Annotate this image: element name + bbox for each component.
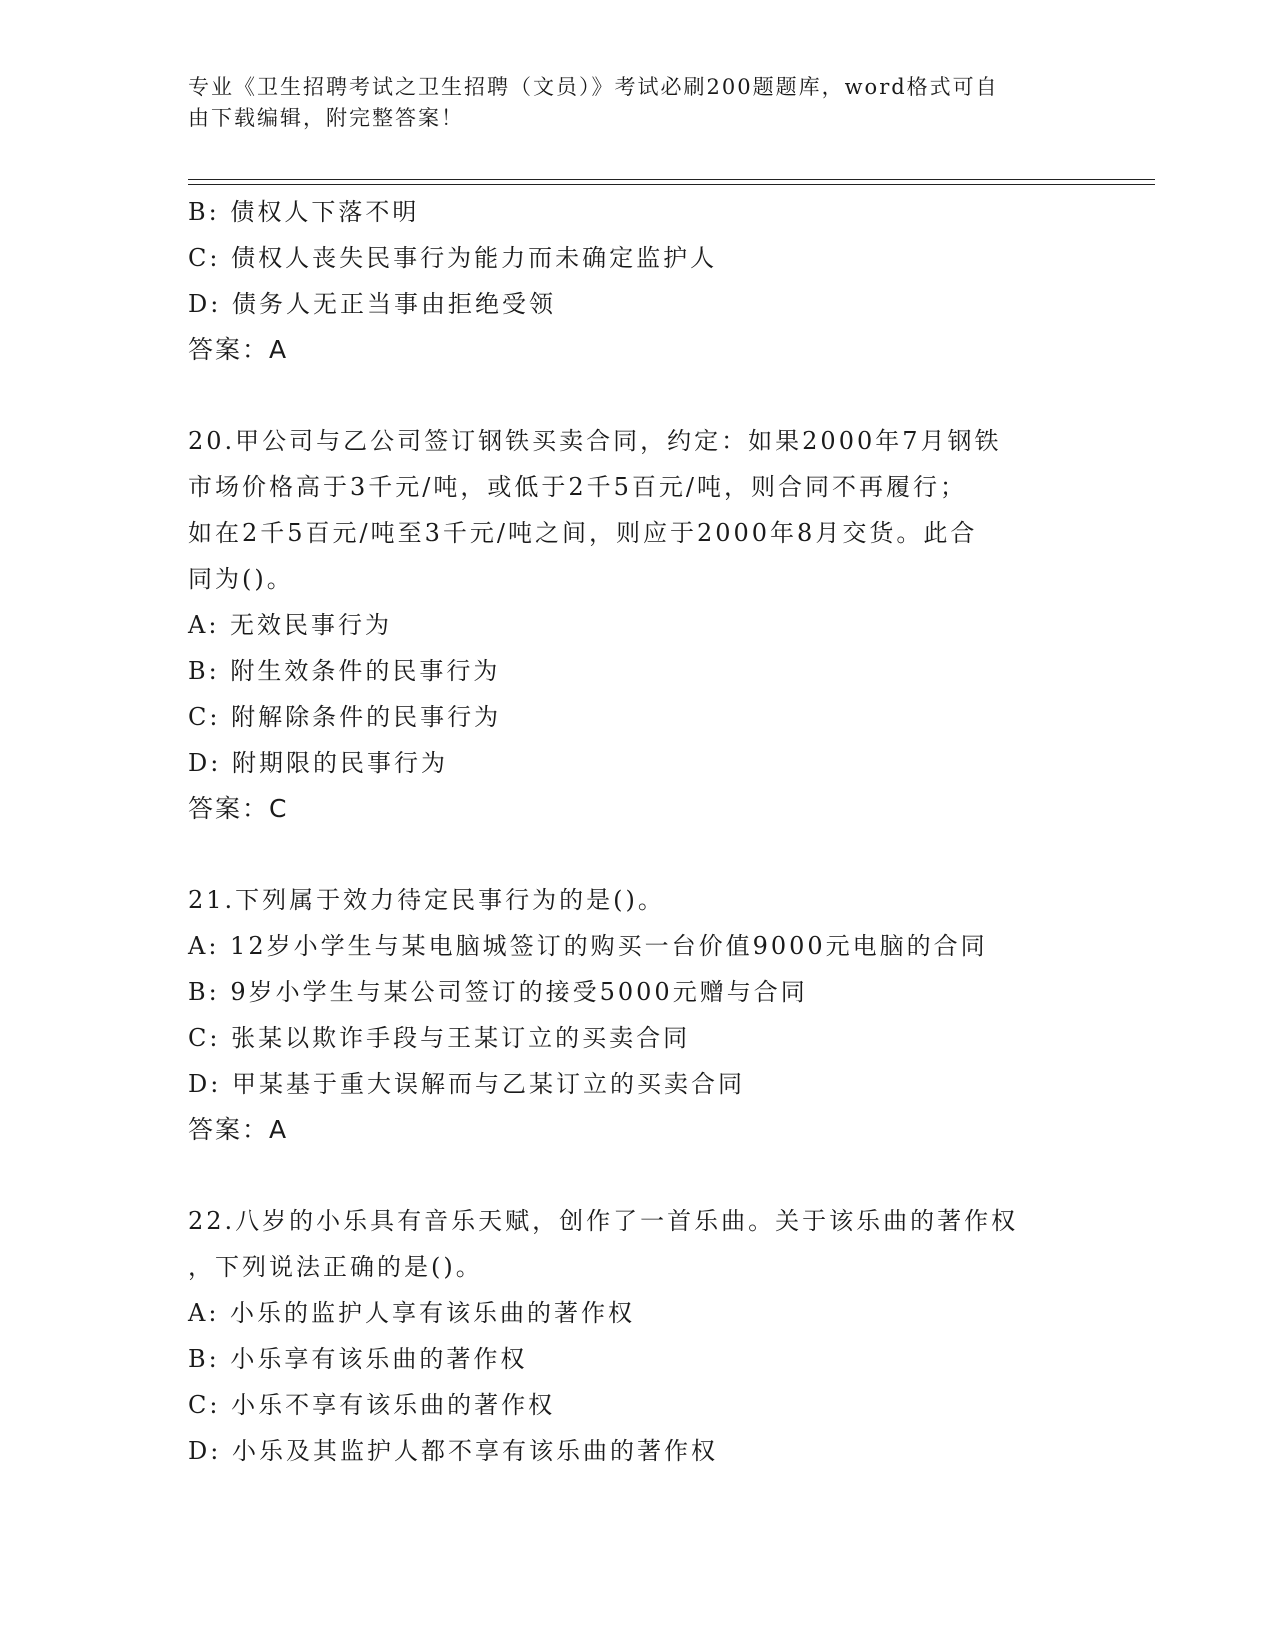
question-block-19 bbox=[188, 189, 1128, 373]
question-stem-line: 22.八岁的小乐具有音乐天赋，创作了一首乐曲。关于该乐曲的著作权 bbox=[188, 1207, 1019, 1235]
spacer bbox=[188, 373, 1128, 418]
question-stem-line: 市场价格高于3千元/吨，或低于2千5百元/吨，则合同不再履行； bbox=[188, 473, 967, 501]
option-a: A: 小乐的监护人享有该乐曲的著作权 bbox=[188, 1299, 636, 1327]
question-stem-line: 如在2千5百元/吨至3千元/吨之间，则应于2000年8月交货。此合 bbox=[188, 519, 978, 547]
answer-line: 答案：C bbox=[188, 794, 289, 823]
document-header bbox=[188, 72, 1088, 134]
header-divider-bottom bbox=[188, 184, 1155, 185]
question-stem-line: 21.下列属于效力待定民事行为的是()。 bbox=[188, 886, 665, 914]
question-stem-line: ，下列说法正确的是()。 bbox=[188, 1253, 483, 1281]
option-d: D: 甲某基于重大误解而与乙某订立的买卖合同 bbox=[188, 1070, 745, 1098]
question-list bbox=[188, 189, 1128, 1474]
option-c: C: 小乐不享有该乐曲的著作权 bbox=[188, 1391, 556, 1419]
option-c: C: 附解除条件的民事行为 bbox=[188, 703, 502, 731]
option-b: B: 债权人下落不明 bbox=[188, 198, 420, 226]
option-b: B: 附生效条件的民事行为 bbox=[188, 657, 501, 685]
option-d: D: 附期限的民事行为 bbox=[188, 749, 448, 777]
question-stem-line: 同为()。 bbox=[188, 565, 294, 593]
option-a: A: 无效民事行为 bbox=[188, 611, 393, 639]
option-b: B: 9岁小学生与某公司签订的接受5000元赠与合同 bbox=[188, 978, 808, 1006]
option-a: A: 12岁小学生与某电脑城签订的购买一台价值9000元电脑的合同 bbox=[188, 932, 988, 960]
header-line-2: 由下载编辑，附完整答案！ bbox=[188, 106, 464, 130]
spacer bbox=[188, 832, 1128, 877]
question-block-20 bbox=[188, 418, 1128, 832]
option-b: B: 小乐享有该乐曲的著作权 bbox=[188, 1345, 528, 1373]
answer-line: 答案：A bbox=[188, 335, 289, 364]
answer-line: 答案：A bbox=[188, 1115, 289, 1144]
question-block-21 bbox=[188, 877, 1128, 1153]
option-c: C: 张某以欺诈手段与王某订立的买卖合同 bbox=[188, 1024, 691, 1052]
header-divider-top bbox=[188, 179, 1155, 180]
option-c: C: 债权人丧失民事行为能力而未确定监护人 bbox=[188, 244, 718, 272]
question-stem-line: 20.甲公司与乙公司签订钢铁买卖合同，约定：如果2000年7月钢铁 bbox=[188, 427, 1002, 455]
header-line-1: 专业《卫生招聘考试之卫生招聘（文员）》考试必刷200题题库，word格式可自 bbox=[188, 75, 999, 99]
question-block-22 bbox=[188, 1198, 1128, 1474]
option-d: D: 小乐及其监护人都不享有该乐曲的著作权 bbox=[188, 1437, 718, 1465]
spacer bbox=[188, 1153, 1128, 1198]
option-d: D: 债务人无正当事由拒绝受领 bbox=[188, 290, 556, 318]
